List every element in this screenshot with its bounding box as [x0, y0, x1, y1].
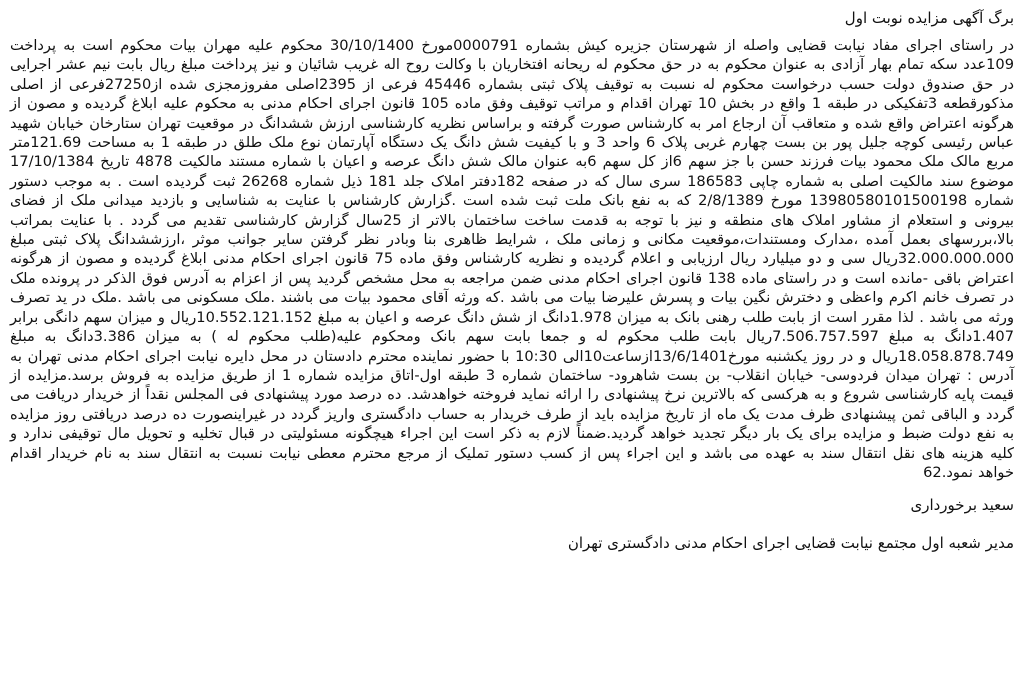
notice-body: در راستای اجرای مفاد نیابت قضایی واصله از شهرستان جزیره کیش بشماره 0000791مورخ 30/10/1400 محکوم علیه مهران بیات محکوم است به پرداخت 109عدد سکه تمام بهار آزادی به عنوان محکوم به در حق محکوم له ریحانه افتخاریان با وکالت روح اله غریب شائیان و نیز پرداخت مبلغ ریال بابت نیم عشر اجرایی در حق صندوق دولت حسب درخواست محکوم له نسبت به توقیف پلاک ثبتی بشماره 45446 فرعی از 2395اصلی مفروزمجزی شده از27250فرعی از اصلی مذکورقطعه 3تفکیکی در طبقه 1 واقع در بخش 10 تهران اقدام و مراتب توقیف وفق ماده 105 قانون اجرای احکام مدنی به محکوم علیه ابلاغ گردیده و مصون از هرگونه اعتراض واقع شده و متعاقب آن ارجاع امر به کارشناس صورت گرفته و براساس نظریه کارشناسی ارزش ششدانگ در موقعیت تهران ستارخان خیابان شهید عباس رئیسی کوچه جلیل پور بن بست چهارم غربی پلاک 6 واحد 3 و با کیفیت شش دانگ یک دستگاه آپارتمان نوع ملک طلق در طبقه 1 به مساحت 121.69متر مربع مالک ملک محمود بیات فرزند حسن با جز سهم 6از کل سهم 6به عنوان مالک شش دانگ عرصه و اعیان با شماره مستند مالکیت 4878 تاریخ 17/10/1384 موضوع سند مالکیت اصلی به شماره چاپی 186583 سری سال که در صفحه 182دفتر املاک جلد 181 ذیل شماره 26268 ثبت گردیده است . به موجب دستور شماره 13980580101500198 مورخ 2/8/1389 که به نفع بانک ملت ثبت شده است .گزارش کارشناس با عنایت به شناسایی و بازدید میدانی ملک از فضای بیرونی و استعلام از مشاور املاک های منطقه و نیز با توجه به قدمت ساخت ساختمان بالاتر از 25سال گزارش کارشناسی تقدیم می گردد . با عنایت بمراتب بالا،بررسهای بعمل آمده ،مدارک ومستندات،موقعیت مکانی و زمانی ملک ، شرایط ظاهری بنا وبادر نظر گرفتن سایر جوانب موثر ،ارزششدانگ پلاک ثبتی مبلغ 32.000.000.000ریال سی و دو میلیارد ریال ارزیابی و اعلام گردیده و نظریه کارشناس وفق ماده 75 قانون اجرای احکام مدنی ابلاغ گردیده و مصون از هرگونه اعتراض باقی -مانده است و در راستای ماده 138 قانون اجرای احکام مدنی ضمن مراجعه به محل مشخص گردید پس از اعزام به آدرس فوق الذکر در پرونده ملک در تصرف خانم اکرم واعظی و دخترش نگین بیات و پسرش علیرضا بیات می باشد .که ورثه آقای محمود بیات می باشند .ملک مسکونی می باشد .ملک در ید تصرف ورثه می باشد . لذا مقرر است از بابت طلب رهنی بانک به میزان 1.978دانگ از شش دانگ عرصه و اعیان به مبلغ 10.552.121.152ریال و میزان سهم دانگی برابر 1.407دانگ به مبلغ 7.506.757.597ریال بابت طلب محکوم له و جمعا بابت سهم بانک ومحکوم علیه(طلب محکوم له ) به میزان 3.386دانگ به مبلغ 18.058.878.749ریال و در روز یکشنبه مورخ13/6/1401ازساعت10الی 10:30 با حضور نماینده محترم دادستان در محل دایره نیابت اجرای احکام مدنی تهران به آدرس : تهران میدان فردوسی- خیابان انقلاب- بن بست شاهرود- ساختمان شماره 3 طبقه اول-اتاق مزایده شماره 1 از طریق مزایده به فروش برسد.مزایده از قیمت پایه کارشناسی شروع و به هرکسی که بالاترین نرخ پیشنهادی را ارائه نماید فروخته خواهدشد. ده درصد مورد پیشنهادی فی المجلس نقداً از خریدار دریافت می گردد و الباقی ثمن پیشنهادی ظرف مدت یک ماه از تاریخ مزایده باید از طرف خریدار به حساب دادگستری واریز گردد در غیراینصورت ده درصد دریافتی روز مزایده به نفع دولت ضبط و مزایده برای یک بار دیگر تجدید خواهد گردید.ضمناً لازم به ذکر است این اجراء هیچگونه مسئولیتی در قبال تخلیه و تحویل مال توقیفی ندارد و کلیه هزینه های نقل انتقال سند به عهده می باشد و این اجراء پس از کسب دستور تملیک از مرجع محترم معطی نیابت نسبت به انتقال سند به نام خریدار اقدام خواهد نمود.62	[10, 37, 1015, 481]
signer-position: مدیر شعبه اول مجتمع نیابت قضایی اجرای احکام مدنی دادگستری تهران	[567, 534, 1014, 553]
signer-name: سعید برخورداری	[910, 496, 1014, 515]
notice-title: برگ آگهی مزایده نوبت اول	[844, 9, 1014, 27]
